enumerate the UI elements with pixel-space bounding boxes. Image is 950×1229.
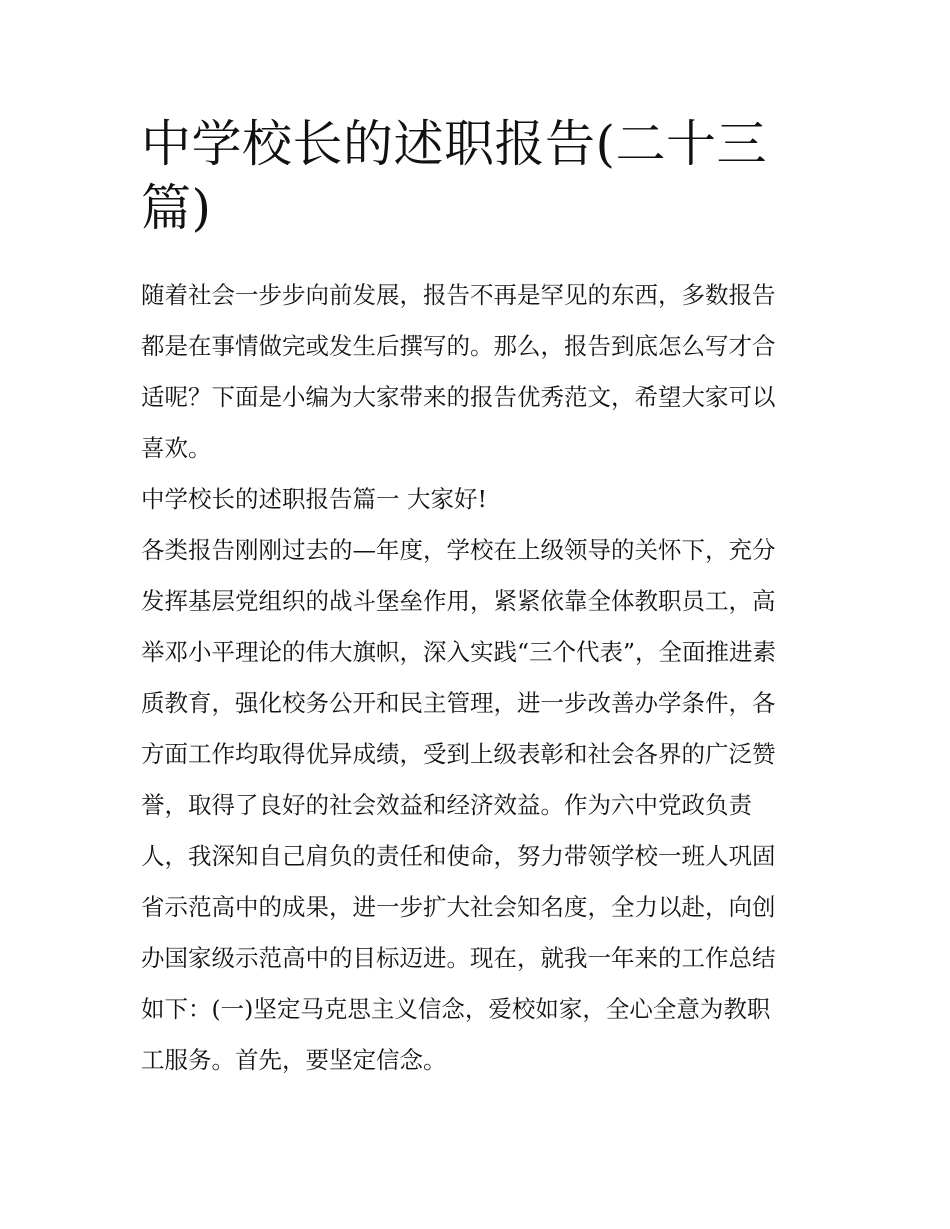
paragraph-line: 人，我深知自己肩负的责任和使命，努力带领学校一班人巩固: [141, 842, 776, 870]
title-line: 篇): [141, 179, 212, 237]
paragraph-line: 适呢？下面是小编为大家带来的报告优秀范文，希望大家可以: [141, 383, 776, 411]
section-heading: 中学校长的述职报告篇一 大家好!: [141, 485, 487, 513]
document-page: [141, 112, 813, 1086]
document-body: [141, 270, 813, 1086]
paragraph-line: 举邓小平理论的伟大旗帜，深入实践“三个代表”，全面推进素: [141, 638, 777, 666]
title-line: 中学校长的述职报告(二十三: [141, 115, 768, 173]
paragraph-line: 方面工作均取得优异成绩，受到上级表彰和社会各界的广泛赞: [141, 740, 776, 768]
paragraph-line: 如下：(一)坚定马克思主义信念，爱校如家，全心全意为教职: [141, 995, 771, 1023]
paragraph-line: 发挥基层党组织的战斗堡垒作用，紧紧依靠全体教职员工，高: [141, 587, 776, 615]
paragraph-line: 随着社会一步步向前发展，报告不再是罕见的东西，多数报告: [141, 281, 776, 309]
paragraph-line: 各类报告刚刚过去的—年度，学校在上级领导的关怀下，充分: [141, 536, 776, 564]
paragraph-line: 质教育，强化校务公开和民主管理，进一步改善办学条件，各: [141, 689, 776, 717]
paragraph-line: 办国家级示范高中的目标迈进。现在，就我一年来的工作总结: [141, 944, 776, 972]
paragraph-line: 工服务。首先，要坚定信念。: [141, 1046, 447, 1074]
paragraph-line: 省示范高中的成果，进一步扩大社会知名度，全力以赴，向创: [141, 893, 776, 921]
document-title: [141, 112, 813, 240]
paragraph-line: 喜欢。: [141, 434, 212, 462]
paragraph-line: 誉，取得了良好的社会效益和经济效益。作为六中党政负责: [141, 791, 752, 819]
paragraph-line: 都是在事情做完或发生后撰写的。那么，报告到底怎么写才合: [141, 332, 776, 360]
